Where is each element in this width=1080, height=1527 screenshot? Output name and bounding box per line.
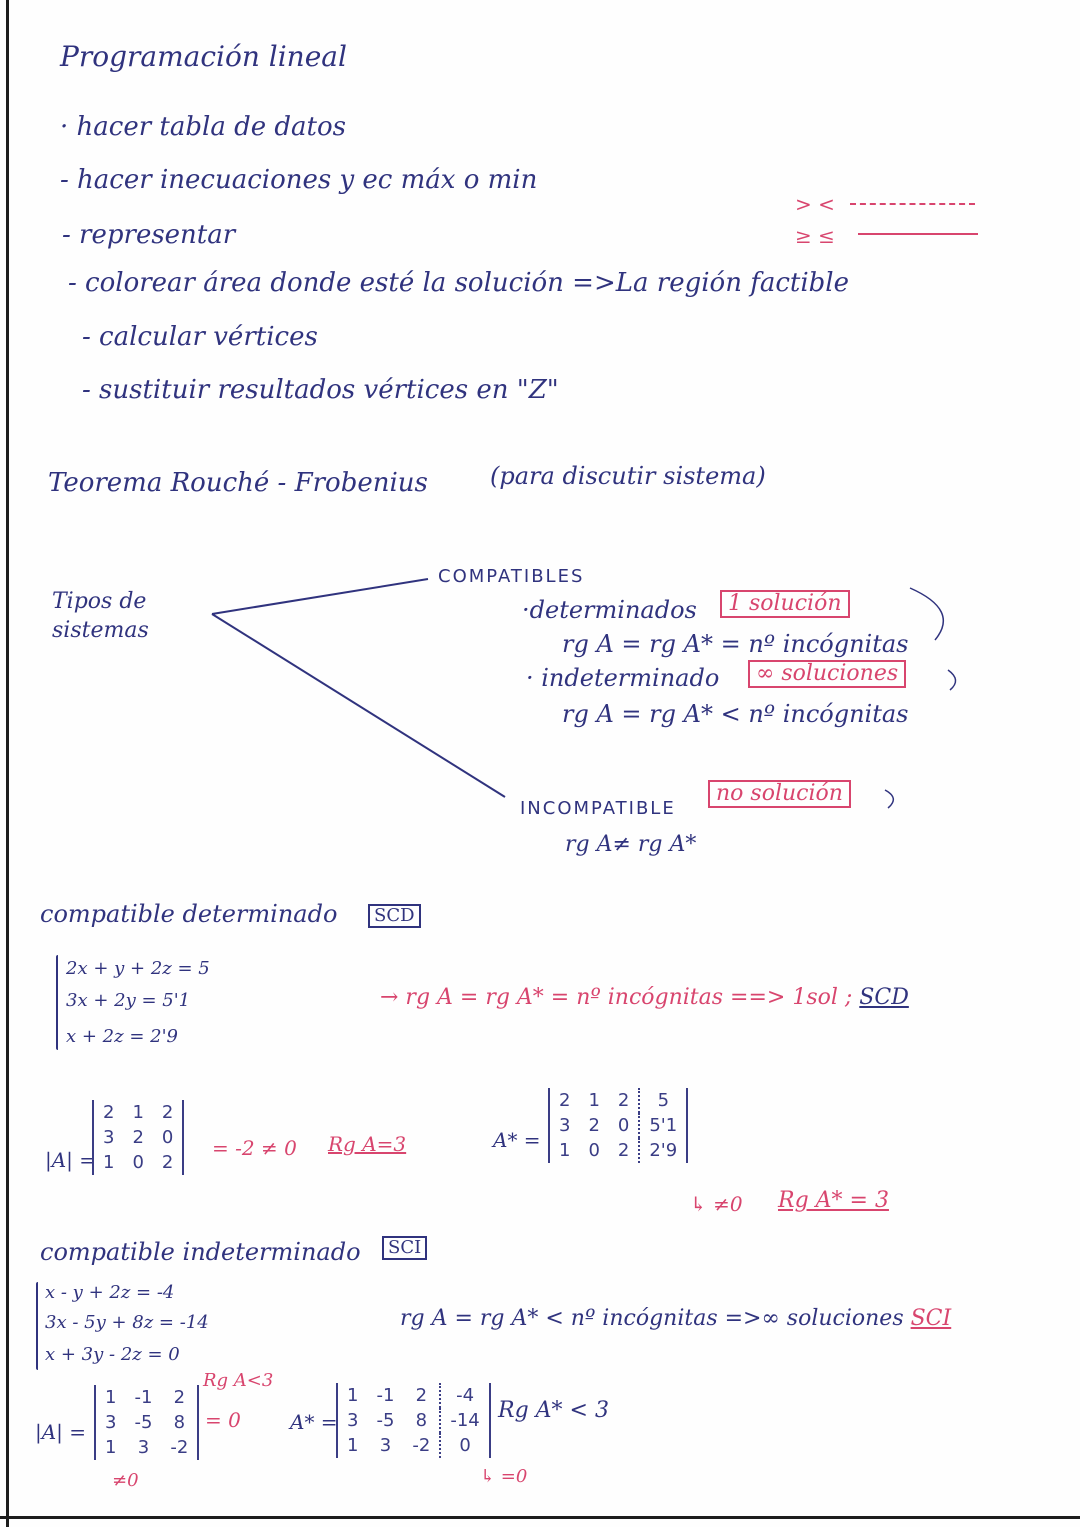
sci-A-row: [95, 1435, 198, 1460]
sci-A-cell: 2: [173, 1387, 186, 1408]
sci-A-cell: 3: [105, 1412, 117, 1433]
step-4: - colorear área donde esté la solución =>La región factible: [68, 268, 850, 298]
scd-Astar-cell: 0: [617, 1115, 630, 1136]
scd-Astar-cell: 2: [617, 1090, 630, 1111]
scd-A-cell: 2: [103, 1102, 115, 1123]
incompatible-label: INCOMPATIBLE: [520, 798, 676, 819]
sci-nonzero-note: ≠0: [112, 1470, 139, 1491]
scd-Astar-cell: 2: [559, 1090, 571, 1111]
scd-A-row: [93, 1150, 183, 1175]
sci-Astar-row: [337, 1408, 490, 1433]
scd-A-row: [93, 1100, 183, 1125]
sci-Astar-cell: 2: [415, 1385, 428, 1406]
scd-Astar-row: [549, 1113, 687, 1138]
scd-detA-value-text: = -2 ≠ 0: [212, 1136, 297, 1160]
sci-A-cell: 1: [105, 1387, 117, 1408]
symbol-nonstrict: ≥ ≤: [795, 224, 835, 248]
sci-conclusion-text: rg A = rg A* < nº incógnitas =>∞ soluciones: [400, 1306, 911, 1331]
infinite-solutions-box: ∞ soluciones: [748, 660, 906, 688]
scd-heading: compatible determinado: [40, 900, 338, 928]
determinados-label: ·determinados: [522, 596, 697, 624]
sci-A-cell: 1: [105, 1437, 117, 1458]
scd-conclusion-text: → rg A = rg A* = nº incógnitas ==> 1sol ;: [380, 985, 860, 1010]
sci-conclusion-tag: SCI: [910, 1306, 952, 1331]
sci-A-row: [95, 1385, 198, 1410]
scd-Astar-cell: 2: [617, 1140, 630, 1161]
scd-Astar-cell: 5'1: [639, 1113, 687, 1138]
sci-heading: compatible indeterminado: [40, 1238, 361, 1266]
scd-Astar-cell: 5: [639, 1088, 687, 1113]
scd-eq-2: 3x + 2y = 5'1: [66, 990, 191, 1011]
sci-detA-value: = 0: [205, 1408, 241, 1432]
sci-Astar-cell: -2: [412, 1435, 431, 1456]
scd-eq-1: 2x + y + 2z = 5: [66, 958, 210, 979]
scd-rgA: Rg A=3: [328, 1132, 407, 1156]
sci-rgA-note: Rg A<3: [203, 1370, 274, 1391]
scd-nonzero-note: ↳ ≠0: [690, 1192, 743, 1216]
scd-system-brace: [56, 955, 58, 1050]
scd-A-cell: 0: [161, 1127, 174, 1148]
scd-tag: SCD: [368, 904, 421, 928]
symbol-strict: > <: [795, 192, 835, 216]
scd-A-cell: 0: [132, 1152, 144, 1173]
scd-Astar-cell: 1: [559, 1140, 571, 1161]
scd-A-cell: 1: [132, 1102, 144, 1123]
scd-A-cell: 2: [132, 1127, 144, 1148]
step-1: · hacer tabla de datos: [60, 112, 346, 142]
scd-Astar-cell: 2: [588, 1115, 600, 1136]
theorem-note: (para discutir sistema): [490, 462, 766, 490]
scd-rgAstar: Rg A* = 3: [778, 1188, 889, 1213]
step-2: - hacer inecuaciones y ec máx o min: [60, 165, 538, 195]
scd-Astar-cell: 0: [588, 1140, 600, 1161]
scd-Astar-cell: 2'9: [639, 1138, 687, 1163]
sci-eq-2: 3x - 5y + 8z = -14: [45, 1312, 209, 1333]
scd-matrix-Astar: [548, 1088, 688, 1163]
sci-conclusion: [400, 1306, 951, 1331]
sci-A-cell: 8: [173, 1412, 186, 1433]
sci-system-brace: [36, 1282, 38, 1370]
indeterminado-label: · indeterminado: [526, 664, 720, 692]
compatibles-label: COMPATIBLES: [438, 566, 585, 587]
sci-Astar-cell: -5: [376, 1410, 395, 1431]
sci-matrix-A: [94, 1385, 199, 1460]
scd-conclusion: [380, 985, 909, 1010]
scd-Astar-row: [549, 1138, 687, 1163]
step-5: - calcular vértices: [82, 322, 318, 352]
scd-Astar-label: A* =: [493, 1128, 541, 1152]
sci-Astar-row: [337, 1383, 490, 1408]
sci-A-row: [95, 1410, 198, 1435]
sci-matrix-Astar: [336, 1383, 491, 1458]
sci-Astar-cell: -1: [376, 1385, 395, 1406]
sci-rgAstar: Rg A* < 3: [498, 1398, 609, 1423]
scd-matrix-A: [92, 1100, 184, 1175]
sci-eq-3: x + 3y - 2z = 0: [45, 1344, 180, 1365]
determinado-rule: rg A = rg A* = nº incógnitas: [562, 630, 909, 658]
sci-detA-label: |A| =: [35, 1420, 87, 1444]
sci-eq-1: x - y + 2z = -4: [45, 1282, 175, 1303]
sci-tag: SCI: [382, 1236, 427, 1260]
sci-Astar-cell: 0: [440, 1433, 489, 1458]
sci-Astar-cell: -4: [440, 1383, 489, 1408]
incompatible-rule: rg A≠ rg A*: [565, 832, 697, 857]
no-solution-box: no solución: [708, 780, 851, 808]
scd-A-cell: 3: [103, 1127, 115, 1148]
sci-Astar-cell: 8: [415, 1410, 428, 1431]
sci-Astar-label: A* =: [290, 1410, 338, 1434]
sci-Astar-cell: -14: [440, 1408, 489, 1433]
sci-A-cell: 3: [137, 1437, 150, 1458]
sci-Astar-row: [337, 1433, 490, 1458]
scd-Astar-row: [549, 1088, 687, 1113]
sci-Astar-cell: 1: [347, 1435, 359, 1456]
step-3: - representar: [62, 220, 236, 250]
scd-Astar-cell: 3: [559, 1115, 571, 1136]
scd-A-cell: 2: [161, 1102, 174, 1123]
page-title: Programación lineal: [60, 40, 347, 73]
scd-A-row: [93, 1125, 183, 1150]
theorem-title: Teorema Rouché - Frobenius: [48, 468, 428, 498]
scd-detA-label: |A| =: [45, 1148, 97, 1172]
types-label: Tipos de sistemas: [52, 589, 149, 643]
sci-A-cell: -2: [170, 1437, 189, 1458]
one-solution-box: 1 solución: [720, 590, 850, 618]
step-6: - sustituir resultados vértices en "Z": [82, 375, 559, 405]
sci-Astar-cell: 3: [347, 1410, 359, 1431]
sci-A-cell: -5: [134, 1412, 153, 1433]
scd-eq-3: x + 2z = 2'9: [66, 1026, 178, 1047]
scd-detA-value: [212, 1136, 297, 1160]
scd-conclusion-tag: SCD: [859, 985, 909, 1010]
scd-A-cell: 2: [161, 1152, 174, 1173]
sci-zero-note: ↳ =0: [480, 1466, 528, 1487]
indeterminado-rule: rg A = rg A* < nº incógnitas: [562, 700, 909, 728]
scd-Astar-cell: 1: [588, 1090, 600, 1111]
sci-Astar-cell: 3: [379, 1435, 392, 1456]
scd-A-cell: 1: [103, 1152, 115, 1173]
sci-A-cell: -1: [134, 1387, 153, 1408]
sci-Astar-cell: 1: [347, 1385, 359, 1406]
